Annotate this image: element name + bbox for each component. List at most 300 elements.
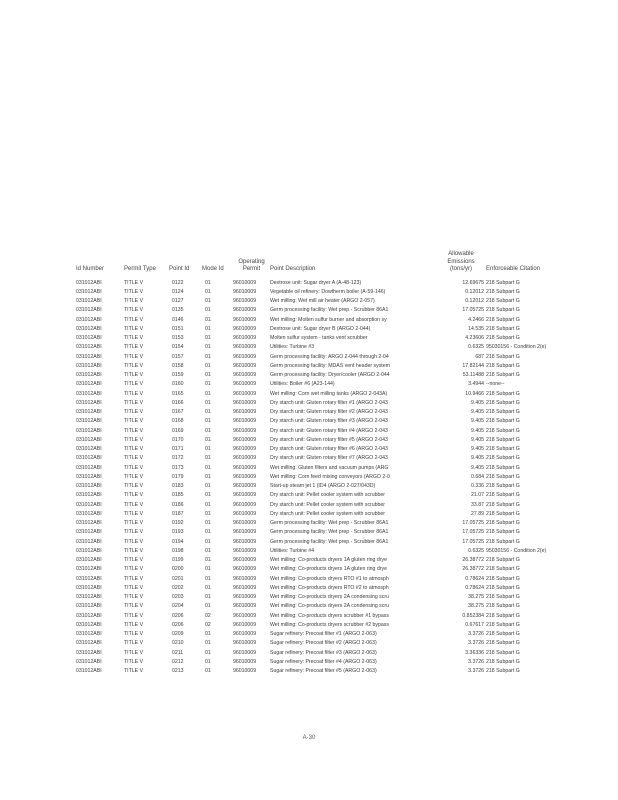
table-row [76, 612, 576, 621]
cell-id-number: 031012ABI [76, 436, 102, 443]
cell-operating-permit: 96010009 [233, 649, 257, 656]
cell-allowable-emissions: 17.05725 [462, 307, 484, 314]
table-row [76, 279, 576, 288]
cell-enforceable-citation: 218 Subpart G [486, 362, 520, 369]
cell-operating-permit: 96010009 [233, 658, 257, 665]
cell-point-description: Wet milling: Co-products dryers scrubber #1 bypass [270, 612, 389, 619]
cell-operating-permit: 96010009 [233, 325, 257, 332]
table-row [76, 602, 576, 611]
table-row [76, 306, 576, 315]
table-row [76, 390, 576, 399]
cell-enforceable-citation: 218 Subpart G [486, 649, 520, 656]
cell-mode-id: 01 [205, 584, 211, 591]
cell-id-number: 031012ABI [76, 455, 102, 462]
cell-mode-id: 01 [205, 557, 211, 564]
cell-point-id: 0158 [172, 362, 184, 369]
cell-permit-type: TITLE V [124, 298, 144, 305]
cell-point-description: Dextrose unit: Sugar dryer A (A-48-123) [270, 279, 362, 286]
cell-id-number: 031012ABI [76, 566, 102, 573]
cell-enforceable-citation: 218 Subpart G [486, 640, 520, 647]
cell-allowable-emissions: 3.3726 [468, 668, 484, 675]
cell-operating-permit: 96010009 [233, 631, 257, 638]
table-row [76, 427, 576, 436]
cell-permit-type: TITLE V [124, 621, 144, 628]
cell-point-description: Dry starch unit: Gluten rotary filter #6 (ARGO 2-043 [270, 446, 388, 453]
cell-id-number: 031012ABI [76, 279, 102, 286]
cell-operating-permit: 96010009 [233, 399, 257, 406]
cell-allowable-emissions: 9.405 [471, 418, 484, 425]
cell-point-description: Wet milling: Corn feed mixing conveyors (ARGO 2-0 [270, 473, 390, 480]
cell-point-description: Germ processing facility: MDAS vent header system [270, 362, 390, 369]
cell-enforceable-citation: 218 Subpart G [486, 279, 520, 286]
cell-id-number: 031012ABI [76, 612, 102, 619]
cell-mode-id: 01 [205, 501, 211, 508]
cell-enforceable-citation: 218 Subpart G [486, 594, 520, 601]
cell-allowable-emissions: 4.23606 [465, 335, 484, 342]
table-row [76, 417, 576, 426]
cell-allowable-emissions: 27.89 [471, 510, 484, 517]
cell-allowable-emissions: 38.275 [468, 594, 484, 601]
cell-enforceable-citation: 218 Subpart G [486, 510, 520, 517]
cell-enforceable-citation: 218 Subpart G [486, 483, 520, 490]
cell-allowable-emissions: 3.4944 [468, 381, 484, 388]
cell-enforceable-citation: 218 Subpart G [486, 353, 520, 360]
cell-mode-id: 02 [205, 621, 211, 628]
cell-id-number: 031012ABI [76, 547, 102, 554]
cell-allowable-emissions: 0.336 [471, 483, 484, 490]
cell-point-description: Dextrose unit: Sugar dryer B (ARGO 2-044) [270, 325, 371, 332]
cell-enforceable-citation: 218 Subpart G [486, 298, 520, 305]
cell-allowable-emissions: 12.69675 [462, 279, 484, 286]
cell-point-id: 0171 [172, 446, 184, 453]
cell-allowable-emissions: 26.38772 [462, 557, 484, 564]
cell-allowable-emissions: 9.405 [471, 409, 484, 416]
cell-point-description: Dry starch unit: Pellet cooler system with scrubber [270, 501, 386, 508]
cell-mode-id: 01 [205, 473, 211, 480]
cell-allowable-emissions: 53.11488 [462, 372, 484, 379]
cell-id-number: 031012ABI [76, 594, 102, 601]
cell-mode-id: 01 [205, 436, 211, 443]
table-body [76, 279, 576, 677]
cell-operating-permit: 96010009 [233, 668, 257, 675]
cell-point-description: Wet milling: Wet mill air heater (ARGO 2-057) [270, 298, 375, 305]
cell-permit-type: TITLE V [124, 473, 144, 480]
cell-id-number: 031012ABI [76, 492, 102, 499]
cell-point-id: 0124 [172, 288, 184, 295]
cell-enforceable-citation: 218 Subpart G [486, 631, 520, 638]
cell-point-description: Sugar refinery: Precoat filter #1 (ARGO 2-063) [270, 631, 377, 638]
cell-operating-permit: 96010009 [233, 584, 257, 591]
cell-operating-permit: 96010009 [233, 298, 257, 305]
table-row [76, 630, 576, 639]
cell-allowable-emissions: 0.12012 [465, 288, 484, 295]
cell-point-description: Germ processing facility: Wet prep - Scrubber 86A1 [270, 307, 389, 314]
cell-id-number: 031012ABI [76, 372, 102, 379]
cell-point-id: 0193 [172, 529, 184, 536]
cell-id-number: 031012ABI [76, 473, 102, 480]
cell-permit-type: TITLE V [124, 436, 144, 443]
cell-operating-permit: 96010009 [233, 575, 257, 582]
cell-operating-permit: 96010009 [233, 390, 257, 397]
cell-allowable-emissions: 0.12012 [465, 298, 484, 305]
cell-mode-id: 01 [205, 399, 211, 406]
cell-enforceable-citation: 218 Subpart G [486, 584, 520, 591]
table-row [76, 667, 576, 676]
cell-point-id: 0167 [172, 409, 184, 416]
cell-operating-permit: 96010009 [233, 547, 257, 554]
cell-mode-id: 01 [205, 640, 211, 647]
cell-operating-permit: 96010009 [233, 288, 257, 295]
cell-operating-permit: 96010009 [233, 335, 257, 342]
table-row [76, 565, 576, 574]
cell-mode-id: 01 [205, 288, 211, 295]
cell-allowable-emissions: 17.82144 [462, 362, 484, 369]
cell-id-number: 031012ABI [76, 288, 102, 295]
cell-permit-type: TITLE V [124, 427, 144, 434]
cell-mode-id: 01 [205, 362, 211, 369]
cell-point-id: 0194 [172, 538, 184, 545]
table-row [76, 575, 576, 584]
cell-enforceable-citation: 218 Subpart G [486, 307, 520, 314]
cell-permit-type: TITLE V [124, 668, 144, 675]
emissions-table [76, 251, 576, 676]
cell-permit-type: TITLE V [124, 520, 144, 527]
cell-operating-permit: 96010009 [233, 307, 257, 314]
cell-allowable-emissions: 3.3726 [468, 640, 484, 647]
cell-allowable-emissions: 9.405 [471, 427, 484, 434]
cell-point-id: 0153 [172, 335, 184, 342]
cell-mode-id: 02 [205, 612, 211, 619]
cell-point-description: Dry starch unit: Pellet cooler system with scrubber [270, 510, 386, 517]
table-row [76, 510, 576, 519]
cell-mode-id: 01 [205, 575, 211, 582]
cell-enforceable-citation: 218 Subpart G [486, 520, 520, 527]
cell-mode-id: 01 [205, 649, 211, 656]
cell-mode-id: 01 [205, 492, 211, 499]
cell-enforceable-citation: 218 Subpart G [486, 473, 520, 480]
cell-operating-permit: 96010009 [233, 520, 257, 527]
header-id-number: Id Number [76, 266, 105, 272]
cell-permit-type: TITLE V [124, 353, 144, 360]
cell-id-number: 031012ABI [76, 399, 102, 406]
cell-point-id: 0122 [172, 279, 184, 286]
cell-id-number: 031012ABI [76, 335, 102, 342]
cell-permit-type: TITLE V [124, 649, 144, 656]
cell-point-description: Wet milling: Co-products dryers RTO #2 to atmosph [270, 584, 389, 591]
table-row [76, 491, 576, 500]
table-row [76, 649, 576, 658]
header-point-id: Point Id [169, 266, 190, 272]
header-permit-type: Permit Type [124, 266, 156, 272]
cell-permit-type: TITLE V [124, 492, 144, 499]
cell-point-description: Sugar refinery: Precoat filter #2 (ARGO 2-063) [270, 640, 377, 647]
cell-operating-permit: 96010009 [233, 483, 257, 490]
table-row [76, 658, 576, 667]
cell-mode-id: 01 [205, 603, 211, 610]
cell-enforceable-citation: 218 Subpart G [486, 529, 520, 536]
table-row [76, 297, 576, 306]
cell-id-number: 031012ABI [76, 529, 102, 536]
cell-allowable-emissions: 3.3726 [468, 631, 484, 638]
cell-allowable-emissions: 0.78624 [465, 575, 484, 582]
cell-permit-type: TITLE V [124, 658, 144, 665]
cell-permit-type: TITLE V [124, 501, 144, 508]
cell-operating-permit: 96010009 [233, 538, 257, 545]
cell-allowable-emissions: 9.405 [471, 446, 484, 453]
cell-permit-type: TITLE V [124, 325, 144, 332]
cell-mode-id: 01 [205, 566, 211, 573]
cell-point-description: Dry starch unit: Gluten rotary filter #3 (ARGO 2-043 [270, 418, 388, 425]
cell-id-number: 031012ABI [76, 353, 102, 360]
cell-operating-permit: 96010009 [233, 427, 257, 434]
cell-point-id: 0172 [172, 455, 184, 462]
cell-point-description: Wet milling: Co-products dryers scrubber #2 bypass [270, 621, 389, 628]
table-row [76, 436, 576, 445]
cell-id-number: 031012ABI [76, 381, 102, 388]
cell-mode-id: 01 [205, 668, 211, 675]
cell-point-description: Germ processing facility: Wet prep - Scrubber 86A1 [270, 520, 389, 527]
cell-point-id: 0166 [172, 399, 184, 406]
cell-enforceable-citation: 218 Subpart G [486, 409, 520, 416]
cell-permit-type: TITLE V [124, 307, 144, 314]
cell-point-description: Wet milling: Co-products dryers 1A gluten ring drye [270, 566, 387, 573]
cell-permit-type: TITLE V [124, 409, 144, 416]
cell-operating-permit: 96010009 [233, 436, 257, 443]
cell-id-number: 031012ABI [76, 649, 102, 656]
cell-point-id: 0206 [172, 621, 184, 628]
cell-id-number: 031012ABI [76, 510, 102, 517]
cell-enforceable-citation: 218 Subpart G [486, 288, 520, 295]
cell-mode-id: 01 [205, 390, 211, 397]
cell-permit-type: TITLE V [124, 603, 144, 610]
cell-point-description: Wet milling: Gluten filters and vacuum pumps (ARG [270, 464, 389, 471]
cell-mode-id: 01 [205, 418, 211, 425]
cell-point-id: 0165 [172, 390, 184, 397]
cell-enforceable-citation: 218 Subpart G [486, 455, 520, 462]
cell-mode-id: 01 [205, 446, 211, 453]
cell-id-number: 031012ABI [76, 668, 102, 675]
cell-permit-type: TITLE V [124, 566, 144, 573]
cell-id-number: 031012ABI [76, 344, 102, 351]
cell-id-number: 031012ABI [76, 557, 102, 564]
cell-operating-permit: 96010009 [233, 612, 257, 619]
cell-operating-permit: 96010009 [233, 418, 257, 425]
cell-operating-permit: 96010009 [233, 594, 257, 601]
cell-permit-type: TITLE V [124, 446, 144, 453]
cell-point-id: 0210 [172, 640, 184, 647]
cell-operating-permit: 96010009 [233, 464, 257, 471]
header-mode-id: Mode Id [202, 266, 224, 272]
cell-point-description: Utilities: Turbine #4 [270, 547, 315, 554]
cell-point-description: Sugar refinery: Precoat filter #5 (ARGO 2-063) [270, 668, 377, 675]
cell-enforceable-citation: 218 Subpart G [486, 316, 520, 323]
cell-point-id: 0212 [172, 658, 184, 665]
cell-point-description: Wet milling: Molten sulfur burner and absorption sy [270, 316, 387, 323]
cell-enforceable-citation: 95030156 - Condition 2(e) [486, 547, 547, 554]
cell-point-id: 0203 [172, 594, 184, 601]
cell-point-description: Utilities: Boiler #6 (A23-144) [270, 381, 335, 388]
cell-mode-id: 01 [205, 510, 211, 517]
header-enforceable-citation: Enforceable Citation [486, 266, 541, 272]
cell-mode-id: 01 [205, 464, 211, 471]
cell-id-number: 031012ABI [76, 658, 102, 665]
cell-enforceable-citation: 218 Subpart G [486, 446, 520, 453]
table-row [76, 371, 576, 380]
cell-mode-id: 01 [205, 455, 211, 462]
cell-mode-id: 01 [205, 335, 211, 342]
cell-allowable-emissions: 26.38772 [462, 566, 484, 573]
cell-point-id: 0173 [172, 464, 184, 471]
table-row [76, 408, 576, 417]
cell-permit-type: TITLE V [124, 575, 144, 582]
cell-allowable-emissions: 17.05725 [462, 529, 484, 536]
cell-point-id: 0170 [172, 436, 184, 443]
cell-point-id: 0213 [172, 668, 184, 675]
cell-point-description: Molten sulfur system - tanks vent scrubber [270, 335, 368, 342]
cell-permit-type: TITLE V [124, 594, 144, 601]
cell-id-number: 031012ABI [76, 362, 102, 369]
cell-point-description: Germ processing facility: Dryer/cooler (ARGO 2-044 [270, 372, 390, 379]
cell-point-description: Germ processing facility: Wet prep - Scrubber 86A1 [270, 529, 389, 536]
cell-allowable-emissions: 9.405 [471, 399, 484, 406]
cell-id-number: 031012ABI [76, 446, 102, 453]
cell-permit-type: TITLE V [124, 316, 144, 323]
cell-operating-permit: 96010009 [233, 529, 257, 536]
cell-enforceable-citation: 218 Subpart G [486, 436, 520, 443]
header-row [76, 251, 576, 279]
cell-operating-permit: 96010009 [233, 372, 257, 379]
cell-enforceable-citation: 95030156 - Condition 2(e) [486, 344, 547, 351]
cell-allowable-emissions: 38.275 [468, 603, 484, 610]
cell-id-number: 031012ABI [76, 409, 102, 416]
cell-allowable-emissions: 33.87 [471, 501, 484, 508]
cell-point-id: 0160 [172, 381, 184, 388]
cell-permit-type: TITLE V [124, 631, 144, 638]
table-row [76, 639, 576, 648]
cell-permit-type: TITLE V [124, 483, 144, 490]
cell-operating-permit: 96010009 [233, 473, 257, 480]
cell-operating-permit: 96010009 [233, 279, 257, 286]
cell-allowable-emissions: 17.05725 [462, 538, 484, 545]
cell-allowable-emissions: 0.78624 [465, 584, 484, 591]
cell-mode-id: 01 [205, 344, 211, 351]
cell-mode-id: 01 [205, 353, 211, 360]
table-row [76, 325, 576, 334]
cell-permit-type: TITLE V [124, 640, 144, 647]
cell-enforceable-citation: 218 Subpart G [486, 566, 520, 573]
cell-operating-permit: 96010009 [233, 640, 257, 647]
cell-permit-type: TITLE V [124, 399, 144, 406]
cell-mode-id: 01 [205, 316, 211, 323]
cell-enforceable-citation: 218 Subpart G [486, 612, 520, 619]
table-row [76, 380, 576, 389]
page-number: A-30 [302, 735, 316, 741]
cell-id-number: 031012ABI [76, 483, 102, 490]
cell-id-number: 031012ABI [76, 575, 102, 582]
cell-point-id: 0159 [172, 372, 184, 379]
cell-point-id: 0157 [172, 353, 184, 360]
cell-mode-id: 01 [205, 307, 211, 314]
cell-id-number: 031012ABI [76, 621, 102, 628]
cell-point-id: 0127 [172, 298, 184, 305]
cell-mode-id: 01 [205, 279, 211, 286]
cell-enforceable-citation: 218 Subpart G [486, 557, 520, 564]
cell-point-description: Dry starch unit: Pellet cooler system with scrubber [270, 492, 386, 499]
table-row [76, 482, 576, 491]
cell-point-id: 0151 [172, 325, 184, 332]
cell-id-number: 031012ABI [76, 298, 102, 305]
cell-operating-permit: 96010009 [233, 353, 257, 360]
cell-mode-id: 01 [205, 372, 211, 379]
table-row [76, 556, 576, 565]
cell-point-id: 0200 [172, 566, 184, 573]
cell-point-description: Wet milling: Co-products dryers 2A condensing scru [270, 603, 389, 610]
table-row [76, 501, 576, 510]
cell-operating-permit: 96010009 [233, 566, 257, 573]
cell-permit-type: TITLE V [124, 557, 144, 564]
cell-permit-type: TITLE V [124, 510, 144, 517]
cell-mode-id: 01 [205, 409, 211, 416]
cell-permit-type: TITLE V [124, 372, 144, 379]
cell-point-description: Dry starch unit: Gluten rotary filter #1 (ARGO 2-043 [270, 399, 388, 406]
cell-point-description: Dry starch unit: Gluten rotary filter #7 (ARGO 2-043 [270, 455, 388, 462]
cell-permit-type: TITLE V [124, 390, 144, 397]
cell-point-id: 0204 [172, 603, 184, 610]
header-operating-permit: Operating Permit [238, 258, 265, 272]
cell-point-description: Wet milling: Co-products dryers RTO #1 to atmosph [270, 575, 389, 582]
table-row [76, 362, 576, 371]
cell-id-number: 031012ABI [76, 316, 102, 323]
table-row [76, 288, 576, 297]
cell-allowable-emissions: 0.67617 [465, 621, 484, 628]
cell-allowable-emissions: 21.07 [471, 492, 484, 499]
cell-mode-id: 01 [205, 538, 211, 545]
table-row [76, 353, 576, 362]
cell-point-id: 0185 [172, 492, 184, 499]
cell-allowable-emissions: 17.05725 [462, 520, 484, 527]
cell-id-number: 031012ABI [76, 390, 102, 397]
header-point-description: Point Description [270, 266, 316, 272]
table-row [76, 454, 576, 463]
cell-permit-type: TITLE V [124, 279, 144, 286]
cell-allowable-emissions: 10.9466 [465, 390, 484, 397]
cell-mode-id: 01 [205, 529, 211, 536]
table-row [76, 399, 576, 408]
cell-point-id: 0201 [172, 575, 184, 582]
cell-id-number: 031012ABI [76, 631, 102, 638]
cell-allowable-emissions: 0.684 [471, 473, 484, 480]
cell-allowable-emissions: 9.405 [471, 464, 484, 471]
cell-point-description: Dry starch unit: Gluten rotary filter #5 (ARGO 2-043 [270, 436, 388, 443]
cell-id-number: 031012ABI [76, 584, 102, 591]
cell-permit-type: TITLE V [124, 612, 144, 619]
cell-enforceable-citation: 218 Subpart G [486, 427, 520, 434]
table-row [76, 519, 576, 528]
cell-point-id: 0183 [172, 483, 184, 490]
cell-operating-permit: 96010009 [233, 557, 257, 564]
cell-operating-permit: 96010009 [233, 510, 257, 517]
cell-mode-id: 01 [205, 325, 211, 332]
table-row [76, 464, 576, 473]
cell-mode-id: 01 [205, 298, 211, 305]
cell-operating-permit: 96010009 [233, 603, 257, 610]
cell-id-number: 031012ABI [76, 427, 102, 434]
cell-permit-type: TITLE V [124, 381, 144, 388]
cell-permit-type: TITLE V [124, 464, 144, 471]
cell-point-description: Wet milling: Co-products dryers 1A gluten ring drye [270, 557, 387, 564]
cell-id-number: 031012ABI [76, 307, 102, 314]
cell-allowable-emissions: 9.405 [471, 455, 484, 462]
